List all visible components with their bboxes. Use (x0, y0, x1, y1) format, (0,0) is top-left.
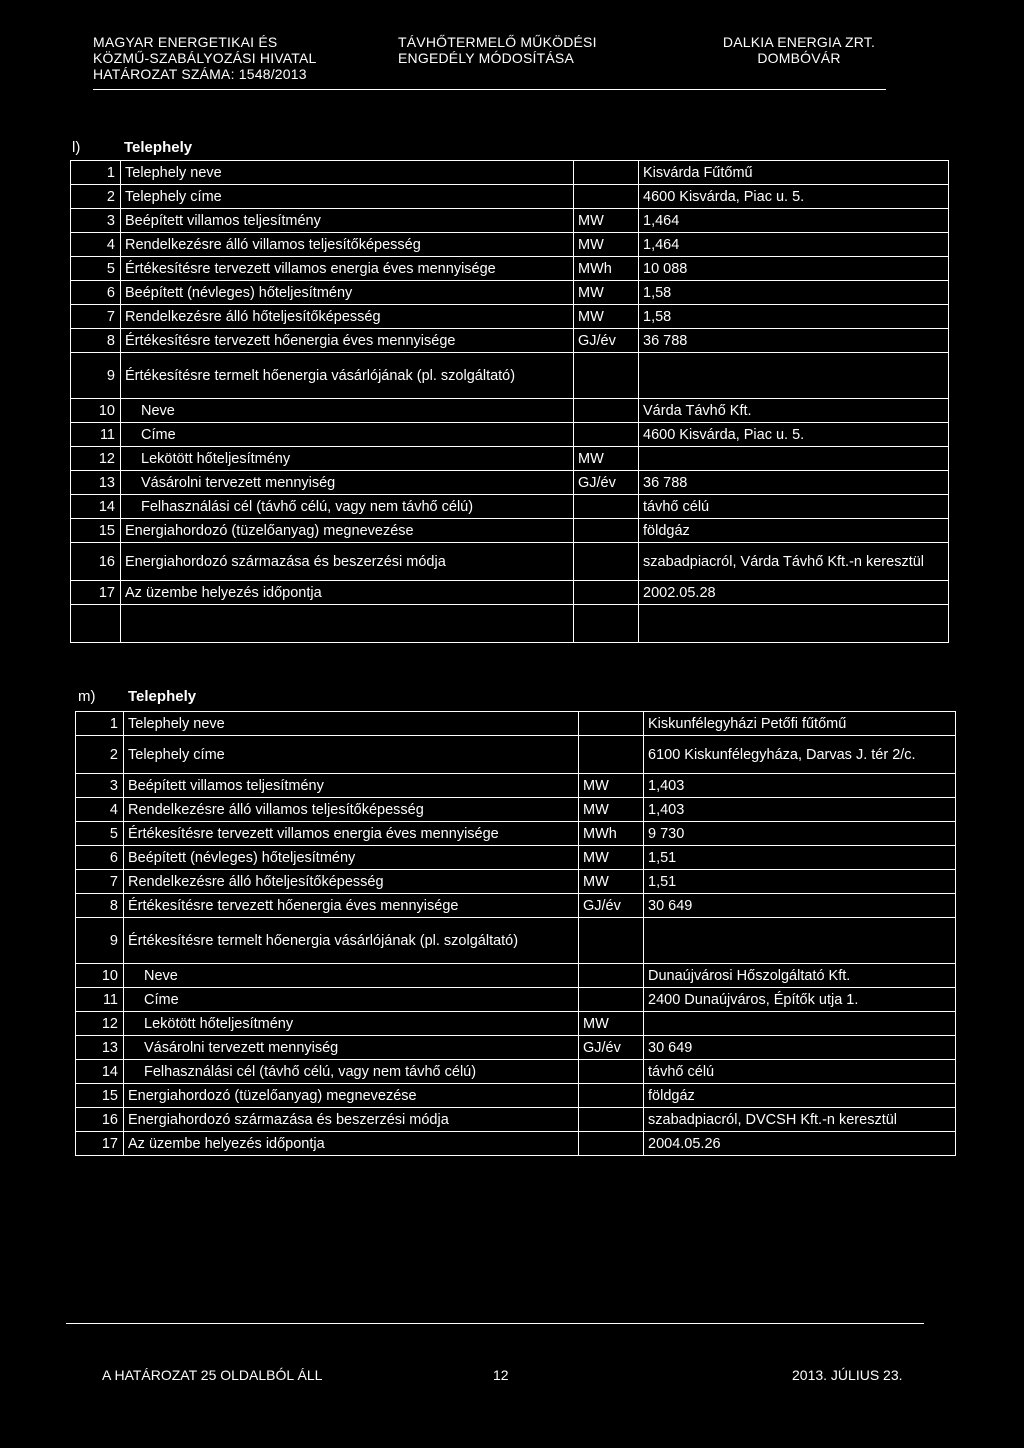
table-row (71, 423, 949, 447)
section-l-title: Telephely (124, 139, 193, 156)
row-label: Vásárolni tervezett mennyiség (124, 1036, 579, 1060)
header-authority-line1: MAGYAR ENERGETIKAI ÉS (93, 34, 278, 50)
row-unit (579, 712, 644, 736)
row-value (639, 353, 949, 399)
row-label: Rendelkezésre álló villamos teljesítőképesség (124, 798, 579, 822)
row-label: Értékesítésre tervezett hőenergia éves mennyisége (124, 894, 579, 918)
row-label: Az üzembe helyezés időpontja (124, 1132, 579, 1156)
row-label: Energiahordozó (tüzelőanyag) megnevezése (124, 1084, 579, 1108)
row-label: Értékesítésre tervezett villamos energia éves mennyisége (124, 822, 579, 846)
header-company-name: DALKIA ENERGIA ZRT. (722, 34, 876, 50)
row-unit (579, 1108, 644, 1132)
row-number: 13 (76, 1036, 124, 1060)
row-value (639, 447, 949, 471)
row-value: 30 649 (644, 894, 956, 918)
row-number: 7 (71, 305, 121, 329)
row-number: 4 (71, 233, 121, 257)
row-unit: MW (579, 1012, 644, 1036)
row-unit: GJ/év (574, 329, 639, 353)
row-number: 14 (71, 495, 121, 519)
row-unit: MW (579, 870, 644, 894)
row-unit (574, 185, 639, 209)
footer-page-count: A HATÁROZAT 25 OLDALBÓL ÁLL (102, 1367, 323, 1383)
row-unit: MW (574, 281, 639, 305)
row-value: 1,51 (644, 846, 956, 870)
row-unit: GJ/év (579, 1036, 644, 1060)
header-company-city: DOMBÓVÁR (757, 50, 841, 66)
row-unit (579, 1132, 644, 1156)
row-unit: MWh (574, 257, 639, 281)
row-value: 1,464 (639, 233, 949, 257)
row-value: Dunaújvárosi Hőszolgáltató Kft. (644, 964, 956, 988)
row-label: Energiahordozó származása és beszerzési módja (121, 543, 574, 581)
empty-cell (121, 605, 574, 643)
row-number: 4 (76, 798, 124, 822)
empty-cell (574, 605, 639, 643)
row-label: Felhasználási cél (távhő célú, vagy nem távhő célú) (124, 1060, 579, 1084)
section-m-letter: m) (78, 688, 96, 705)
header-authority-line2: KÖZMŰ-SZABÁLYOZÁSI HIVATAL (93, 50, 317, 66)
row-value: 2400 Dunaújváros, Építők utja 1. (644, 988, 956, 1012)
row-value: 2002.05.28 (639, 581, 949, 605)
row-value: 2004.05.26 (644, 1132, 956, 1156)
table-row (76, 870, 956, 894)
table-row (76, 988, 956, 1012)
row-unit: MW (574, 447, 639, 471)
row-number: 17 (76, 1132, 124, 1156)
table-row (76, 846, 956, 870)
row-unit (579, 964, 644, 988)
row-number: 2 (71, 185, 121, 209)
row-value: szabadpiacról, DVCSH Kft.-n keresztül (644, 1108, 956, 1132)
table-row (71, 305, 949, 329)
row-number: 3 (76, 774, 124, 798)
table-row (76, 1108, 956, 1132)
row-number: 5 (76, 822, 124, 846)
row-unit: MW (574, 233, 639, 257)
row-value: 6100 Kiskunfélegyháza, Darvas J. tér 2/c. (644, 736, 956, 774)
row-number: 16 (76, 1108, 124, 1132)
row-label: Értékesítésre tervezett villamos energia éves mennyisége (121, 257, 574, 281)
table-row (71, 185, 949, 209)
row-label: Beépített (névleges) hőteljesítmény (121, 281, 574, 305)
table-row (76, 774, 956, 798)
row-value: 30 649 (644, 1036, 956, 1060)
row-value: 4600 Kisvárda, Piac u. 5. (639, 423, 949, 447)
row-unit: MW (579, 798, 644, 822)
row-value: 1,403 (644, 798, 956, 822)
table-row (71, 257, 949, 281)
row-label: Energiahordozó származása és beszerzési módja (124, 1108, 579, 1132)
row-value: 9 730 (644, 822, 956, 846)
table-row (76, 894, 956, 918)
row-value (644, 918, 956, 964)
row-number: 14 (76, 1060, 124, 1084)
row-label: Beépített villamos teljesítmény (124, 774, 579, 798)
row-number: 6 (76, 846, 124, 870)
header-subject (398, 34, 597, 66)
row-number: 12 (76, 1012, 124, 1036)
table-row (71, 353, 949, 399)
row-unit (579, 1084, 644, 1108)
footer-divider (66, 1323, 924, 1324)
header-divider (93, 89, 886, 90)
row-number: 12 (71, 447, 121, 471)
row-number: 8 (76, 894, 124, 918)
table-row (71, 209, 949, 233)
section-l-letter: l) (72, 139, 81, 156)
table-row (71, 329, 949, 353)
row-unit: MW (579, 846, 644, 870)
empty-cell (71, 605, 121, 643)
row-label: Lekötött hőteljesítmény (124, 1012, 579, 1036)
table-row (71, 447, 949, 471)
table-row (76, 1036, 956, 1060)
section-m-title: Telephely (128, 688, 197, 705)
table-row (71, 471, 949, 495)
row-number: 11 (71, 423, 121, 447)
row-unit (579, 736, 644, 774)
row-value: 1,403 (644, 774, 956, 798)
row-unit (574, 519, 639, 543)
section-m-table (75, 711, 956, 1156)
row-label: Telephely neve (121, 161, 574, 185)
row-unit: GJ/év (579, 894, 644, 918)
row-label: Rendelkezésre álló hőteljesítőképesség (124, 870, 579, 894)
row-number: 16 (71, 543, 121, 581)
row-unit (574, 543, 639, 581)
table-row (76, 712, 956, 736)
row-number: 7 (76, 870, 124, 894)
header-decision-number: HATÁROZAT SZÁMA: 1548/2013 (93, 66, 307, 82)
row-label: Az üzembe helyezés időpontja (121, 581, 574, 605)
table-row (76, 1060, 956, 1084)
row-unit (579, 918, 644, 964)
empty-cell (639, 605, 949, 643)
row-value: szabadpiacról, Várda Távhő Kft.-n keresztül (639, 543, 949, 581)
section-l-table (70, 160, 949, 643)
row-label: Címe (121, 423, 574, 447)
table-row (76, 1012, 956, 1036)
row-label: Felhasználási cél (távhő célú, vagy nem távhő célú) (121, 495, 574, 519)
row-label: Beépített villamos teljesítmény (121, 209, 574, 233)
row-unit: MW (579, 774, 644, 798)
table-row (71, 543, 949, 581)
row-number: 6 (71, 281, 121, 305)
row-unit (574, 423, 639, 447)
table-row (76, 1084, 956, 1108)
row-value: 1,58 (639, 305, 949, 329)
row-number: 10 (76, 964, 124, 988)
row-number: 15 (76, 1084, 124, 1108)
table-row (71, 581, 949, 605)
row-label: Energiahordozó (tüzelőanyag) megnevezése (121, 519, 574, 543)
row-number: 5 (71, 257, 121, 281)
row-label: Címe (124, 988, 579, 1012)
row-value (644, 1012, 956, 1036)
row-unit: GJ/év (574, 471, 639, 495)
row-value: 36 788 (639, 471, 949, 495)
row-unit: MW (574, 209, 639, 233)
row-number: 1 (71, 161, 121, 185)
row-label: Értékesítésre termelt hőenergia vásárlójának (pl. szolgáltató) (121, 353, 574, 399)
header-company (715, 34, 883, 66)
row-label: Vásárolni tervezett mennyiség (121, 471, 574, 495)
row-value: földgáz (639, 519, 949, 543)
row-number: 8 (71, 329, 121, 353)
row-label: Telephely címe (124, 736, 579, 774)
table-row (71, 281, 949, 305)
row-value: 1,464 (639, 209, 949, 233)
row-value: Kiskunfélegyházi Petőfi fűtőmű (644, 712, 956, 736)
table-row (76, 964, 956, 988)
row-unit: MWh (579, 822, 644, 846)
row-unit (574, 495, 639, 519)
row-label: Lekötött hőteljesítmény (121, 447, 574, 471)
table-row (76, 1132, 956, 1156)
row-value: Várda Távhő Kft. (639, 399, 949, 423)
row-value: földgáz (644, 1084, 956, 1108)
row-number: 11 (76, 988, 124, 1012)
row-value: 4600 Kisvárda, Piac u. 5. (639, 185, 949, 209)
row-label: Rendelkezésre álló villamos teljesítőképesség (121, 233, 574, 257)
row-label: Telephely címe (121, 185, 574, 209)
row-number: 1 (76, 712, 124, 736)
footer-date: 2013. JÚLIUS 23. (792, 1367, 903, 1383)
row-label: Neve (121, 399, 574, 423)
row-unit (579, 1060, 644, 1084)
row-number: 2 (76, 736, 124, 774)
row-number: 9 (76, 918, 124, 964)
row-unit (574, 161, 639, 185)
row-number: 9 (71, 353, 121, 399)
row-unit (574, 353, 639, 399)
row-number: 10 (71, 399, 121, 423)
row-value: távhő célú (639, 495, 949, 519)
header-subject-line2: ENGEDÉLY MÓDOSÍTÁSA (398, 50, 574, 66)
header-subject-line1: TÁVHŐTERMELŐ MŰKÖDÉSI (398, 34, 597, 50)
table-row (76, 798, 956, 822)
empty-row (71, 605, 949, 643)
row-unit (574, 581, 639, 605)
row-label: Értékesítésre termelt hőenergia vásárlójának (pl. szolgáltató) (124, 918, 579, 964)
table-row (71, 519, 949, 543)
table-row (71, 399, 949, 423)
row-label: Neve (124, 964, 579, 988)
row-number: 3 (71, 209, 121, 233)
row-label: Rendelkezésre álló hőteljesítőképesség (121, 305, 574, 329)
footer-page-number: 12 (493, 1367, 509, 1383)
header-authority (93, 34, 317, 82)
row-unit: MW (574, 305, 639, 329)
table-row (76, 736, 956, 774)
row-value: 1,51 (644, 870, 956, 894)
row-number: 15 (71, 519, 121, 543)
row-label: Beépített (névleges) hőteljesítmény (124, 846, 579, 870)
row-label: Értékesítésre tervezett hőenergia éves mennyisége (121, 329, 574, 353)
row-unit (574, 399, 639, 423)
row-number: 17 (71, 581, 121, 605)
row-value: Kisvárda Fűtőmű (639, 161, 949, 185)
row-unit (579, 988, 644, 1012)
row-label: Telephely neve (124, 712, 579, 736)
row-value: 10 088 (639, 257, 949, 281)
table-row (71, 233, 949, 257)
table-row (76, 822, 956, 846)
row-value: 1,58 (639, 281, 949, 305)
row-number: 13 (71, 471, 121, 495)
table-row (71, 495, 949, 519)
table-row (76, 918, 956, 964)
table-row (71, 161, 949, 185)
row-value: 36 788 (639, 329, 949, 353)
row-value: távhő célú (644, 1060, 956, 1084)
